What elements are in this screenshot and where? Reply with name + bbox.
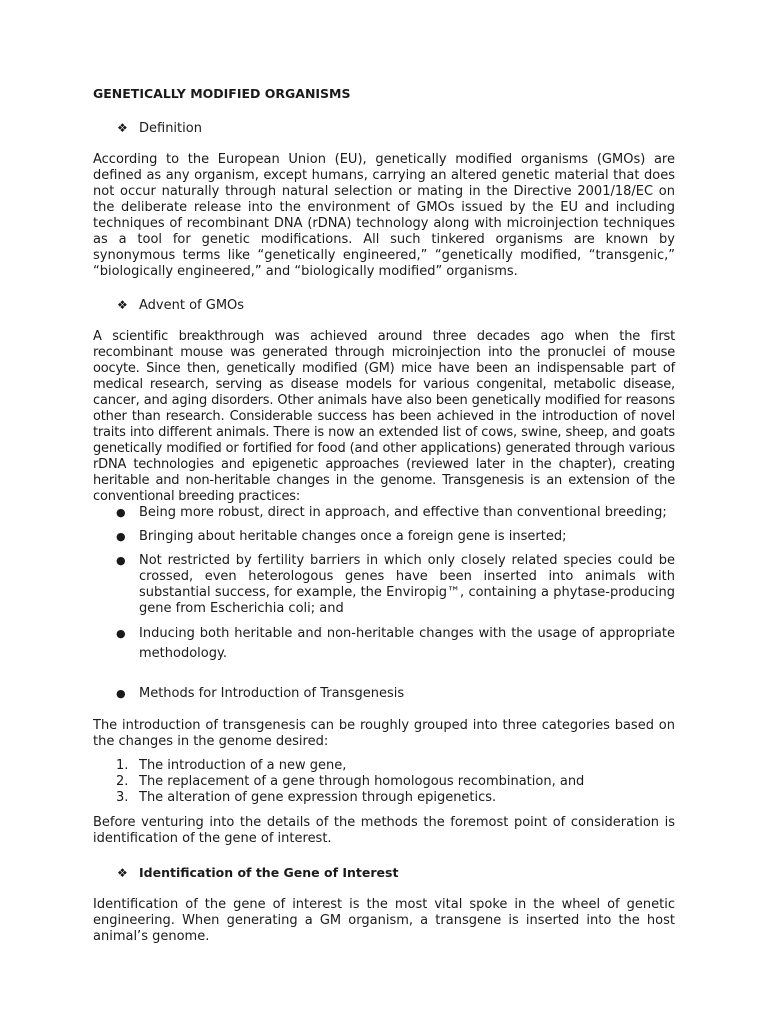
list-item [93, 505, 675, 521]
diamond-bullet-icon: ❖ [117, 298, 128, 312]
list-item [93, 624, 675, 664]
paragraph-identification: Identification of the gene of interest is the most vital spoke in the wheel of genetic engineering. When generating a GM organism, a transgene is inserted into the host animal’s genome. [93, 897, 675, 944]
list-item [93, 553, 675, 617]
list-number: 3. [116, 790, 129, 805]
document-page [93, 0, 675, 1024]
list-number: 2. [116, 774, 129, 789]
diamond-bullet-icon: ❖ [117, 121, 128, 135]
heading-text: Advent of GMOs [139, 298, 245, 313]
list-item-text: Inducing both heritable and non-heritable changes with the usage of appropriate methodology. [139, 626, 675, 661]
list-item [93, 790, 675, 806]
advantages-list [93, 505, 675, 664]
bullet-icon: ● [116, 627, 126, 640]
methods-numbered-list [93, 758, 675, 806]
bullet-icon: ● [116, 554, 126, 567]
document-title: GENETICALLY MODIFIED ORGANISMS [93, 86, 351, 101]
section-heading-identification [117, 865, 398, 882]
paragraph-before-venturing: Before venturing into the details of the methods the foremost point of consideration is identification of the gene of interest. [93, 815, 675, 846]
bullet-icon: ● [116, 687, 126, 700]
list-item [93, 529, 675, 545]
list-item [93, 774, 675, 790]
list-item-text: The introduction of a new gene, [139, 758, 347, 773]
paragraph-definition: According to the European Union (EU), genetically modified organisms (GMOs) are defined as any organism, except humans, carrying an altered genetic material that does not occur naturally through natural selection or mating in the Directive 2001/18/EC on the deliberate release into the environment of GMOs issued by the EU and including techniques of recombinant DNA (rDNA) technology along with microinjection techniques as a tool for genetic modifications. All such tinkered organisms are known by synonymous terms like “genetically engineered,” “genetically modified, “transgenic,” “biologically engineered,” and “biologically modified” organisms. [93, 152, 675, 279]
list-item-text: The replacement of a gene through homologous recombination, and [139, 774, 585, 789]
bullet-icon: ● [116, 530, 126, 543]
heading-text: Methods for Introduction of Transgenesis [139, 686, 405, 701]
list-item [93, 758, 675, 774]
heading-text: Identification of the Gene of Interest [139, 865, 399, 880]
list-item-text: Being more robust, direct in approach, and effective than conventional breeding; [139, 505, 667, 520]
paragraph-methods: The introduction of transgenesis can be roughly grouped into three categories based on the changes in the genome desired: [93, 718, 675, 749]
list-item-text: The alteration of gene expression through epigenetics. [139, 790, 497, 805]
heading-text: Definition [139, 121, 202, 136]
diamond-bullet-icon: ❖ [117, 866, 128, 880]
section-heading-advent [117, 297, 244, 314]
list-item-text: Bringing about heritable changes once a foreign gene is inserted; [139, 529, 567, 544]
list-item-text: Not restricted by fertility barriers in which only closely related species could be crossed, even heterologous genes have been inserted into animals with substantial success, for example, the Enviropig™, containing a phytase-producing gene from Escherichia coli; and [139, 553, 675, 616]
list-number: 1. [116, 758, 129, 773]
bullet-icon: ● [116, 506, 126, 519]
paragraph-advent: A scientific breakthrough was achieved around three decades ago when the first recombinant mouse was generated through microinjection into the pronuclei of mouse oocyte. Since then, genetically modified (GM) mice have been an indispensable part of medical research, serving as disease models for various congenital, metabolic disease, cancer, and aging disorders. Other animals have also been genetically modified for reasons other than research. Considerable success has been achieved in the introduction of novel traits into different animals. There is now an extended list of cows, swine, sheep, and goats genetically modified or fortified for food (and other applications) generated through various rDNA technologies and epigenetic approaches (reviewed later in the chapter), creating heritable and non-heritable changes in the genome. Transgenesis is an extension of the conventional breeding practices: [93, 329, 675, 504]
section-heading-methods [116, 686, 404, 702]
section-heading-definition [117, 120, 202, 137]
